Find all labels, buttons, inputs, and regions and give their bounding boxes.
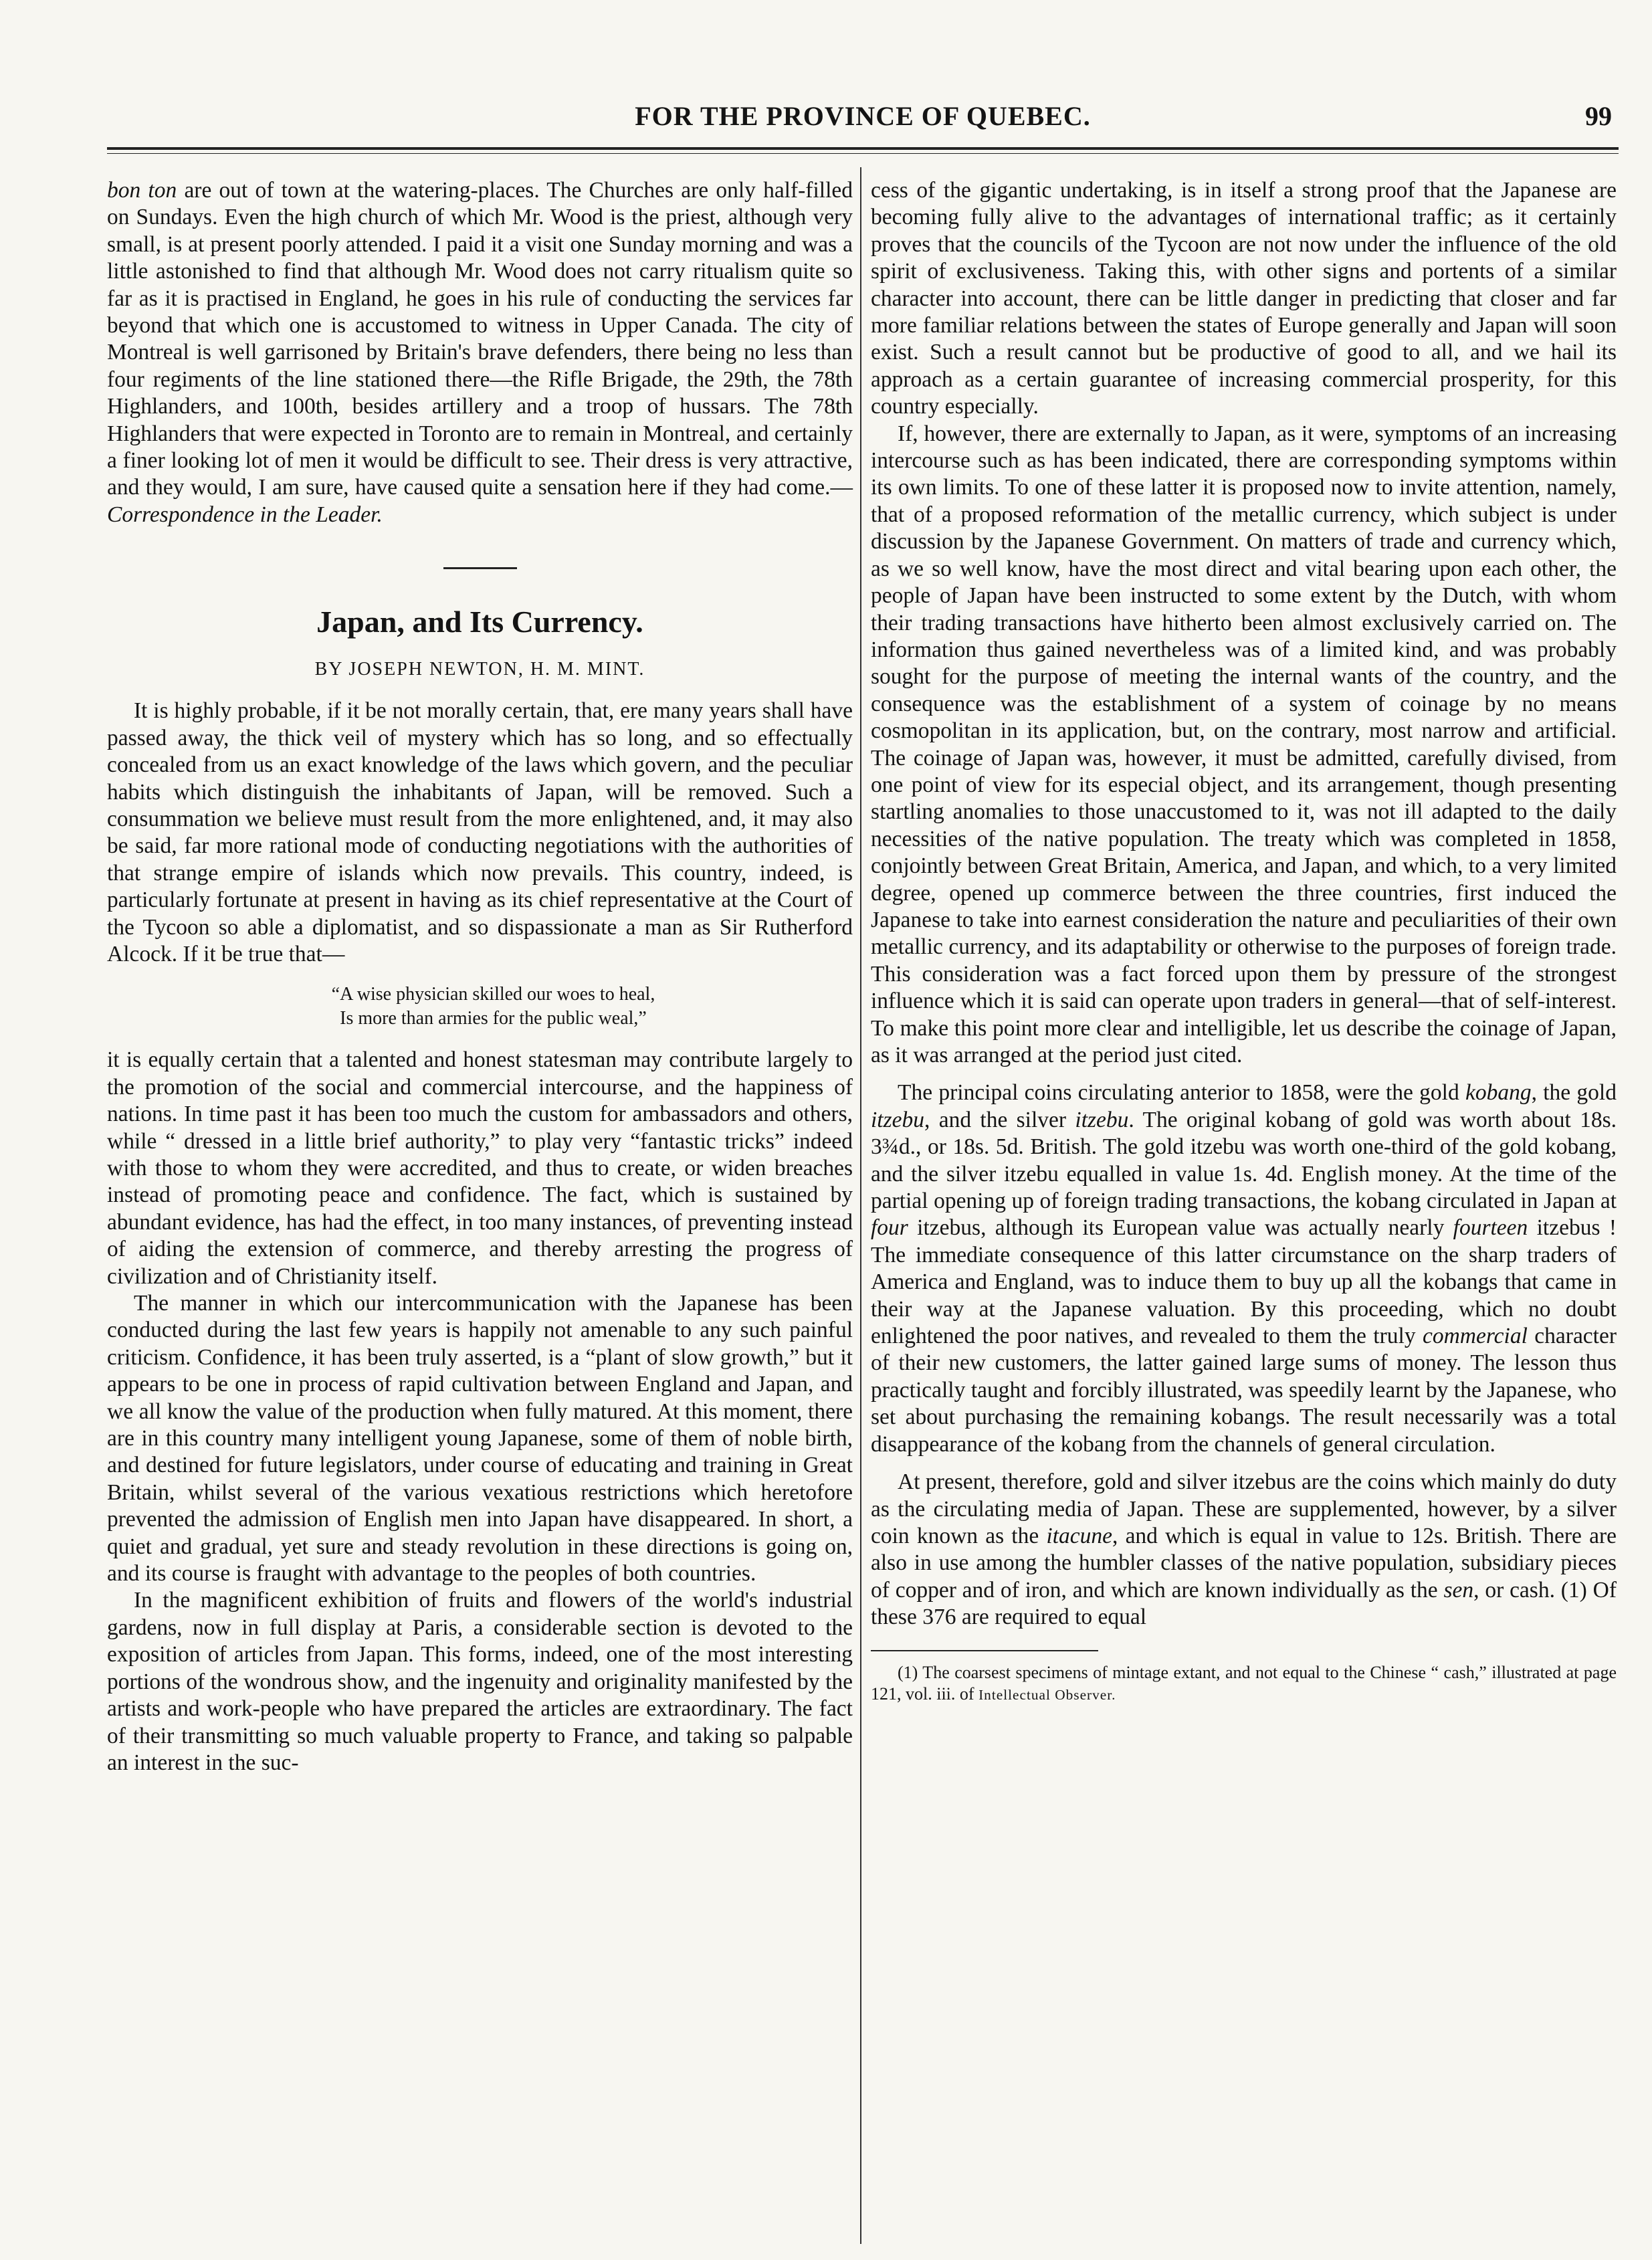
- italic-term-itacune: itacune: [1046, 1523, 1113, 1548]
- footnote-journal: Intellectual Observer.: [978, 1686, 1116, 1703]
- footnote-text: (1) The coarsest specimens of mintage extant, and not equal to the Chinese “ cash,” illustrated at page 121, vol. iii. of: [871, 1662, 1617, 1704]
- article-paragraph-6: If, however, there are externally to Japan, as it were, symptoms of an increasing intercourse such as has been indicated, there are corresponding symptoms within its own limits. To one of these latter it is proposed now to invite attention, namely, that of a proposed reformation of the metallic currency, which subject is under discussion by the Japanese Government. On matters of trade and currency which, as we so well know, have the most direct and vital bearing upon each other, the people of Japan have been instructed to some extent by the Dutch, with whom their trading transactions have hitherto been almost exclusively carried on. The information thus gained nevertheless was of a limited kind, and was probably sought for the purpose of meeting the internal wants of the country, and the consequence was the establishment of a system of coinage by no means cosmopolitan in its application, but, on the contrary, most narrow and artificial. The coinage of Japan was, however, it must be admitted, carefully divised, from one point of view for its especial object, and its arrangement, though presenting startling anomalies to those unaccustomed to it, was not ill adapted to the daily necessities of the native population. The treaty which was completed in 1858, conjointly between Great Britain, America, and Japan, and which, to a very limited degree, opened up commerce between the three countries, first induced the Japanese to take into earnest consideration the nature and peculiarities of their own metallic currency, and its adaptability or otherwise to the purposes of foreign trade. This consideration was a fact forced upon them by pressure of the strongest influence which it is said can operate upon traders in general—that of self-interest. To make this point more clear and intelligible, let us describe the coinage of Japan, as it was arranged at the period just cited.: [871, 421, 1617, 1067]
- opening-paragraph: [107, 177, 853, 528]
- italic-term-itzebu: itzebu: [1075, 1107, 1129, 1132]
- text-run: , or cash. (1) Of these 376 are required to equal: [871, 1577, 1617, 1630]
- article-paragraph-4: In the magnificent exhibition of fruits and flowers of the world's industrial gardens, now in full display at Paris, a considerable section is devoted to the exposition of articles from Japan. This forms, indeed, one of the most interesting portions of the wondrous show, and the ingenuity and originality manifested by the artists and work-people who have prepared the articles are extraordinary. The fact of their transmitting so much valuable property to France, and taking so palpable an interest in the suc-: [107, 1588, 853, 1775]
- footnote: [871, 1662, 1617, 1706]
- byline: BY JOSEPH NEWTON, H. M. MINT.: [314, 659, 645, 680]
- running-title: FOR THE PROVINCE OF QUEBEC.: [635, 101, 1091, 131]
- article-paragraph-3: The manner in which our intercommunication with the Japanese has been conducted during the last few years is happily not amenable to any such painful criticism. Confidence, it has been truly asserted, is a “plant of slow growth,” but it appears to be one in process of rapid cultivation between England and Japan, and we all know the value of the production when fully matured. At this moment, there are in this country many intelligent young Japanese, some of them of noble birth, and destined for future legislators, under course of educating and training in Great Britain, whilst several of the various vexatious restrictions which heretofore prevented the admission of English men into Japan have disappeared. In short, a quiet and gradual, yet sure and steady revolution in these directions is going on, and its course is fraught with advantage to the peoples of both countries.: [107, 1291, 853, 1586]
- italic-term-fourteen: fourteen: [1453, 1215, 1528, 1241]
- header-rule-thin: [107, 153, 1619, 154]
- verse-line-2: Is more than armies for the public weal,”: [340, 1008, 647, 1029]
- article-paragraph-1: It is highly probable, if it be not morally certain, that, ere many years shall have passed away, the thick veil of mystery which has so long, and so effectually concealed from us an exact knowledge of the laws which govern, and the peculiar habits which distinguish the inhabitants of Japan, will be removed. Such a consummation we believe must result from the more enlightened, and, it may also be said, far more rational mode of conducting negotiations with the authorities of that strange empire of islands which now prevails. This country, indeed, is particularly fortunate at present in having as its chief representative at the Court of the Tycoon so able a diplomatist, and so dispassionate a man as Sir Rutherford Alcock. If it be true that—: [107, 698, 853, 966]
- article-paragraph-8: [871, 1469, 1617, 1631]
- right-column: [871, 177, 1617, 1706]
- italic-term-itzebu: itzebu: [871, 1107, 925, 1132]
- italic-term-commercial: commercial: [1422, 1324, 1528, 1349]
- column-divider: [860, 167, 861, 2244]
- text-run: character of their new customers, the latter gained large sums of money. The lesson thus practically taught and forcibly illustrated, was speedily learnt by the Japanese, who set about purchasing the remaining kobangs. The result necessarily was a total disappearance of the kobang from the channels of general circulation.: [871, 1324, 1617, 1457]
- text-run: The principal coins circulating anterior to 1858, were the gold: [898, 1080, 1465, 1106]
- italic-term-four: four: [871, 1215, 908, 1241]
- text-run: . The original kobang of gold was worth about 18s. 3¾d., or 18s. 5d. British. The gold itzebu was worth one-third of the gold kobang, and the silver itzebu equalled in value 1s. 4d. English money. At the time of the partial opening up of foreign trading transactions, the kobang circulated in Japan at: [871, 1107, 1617, 1214]
- left-column: [107, 177, 853, 1776]
- text-run: , and which is equal in value to 12s. British. There are also in use among the humbler classes of the native population, subsidiary pieces of copper and of iron, and which are known individually as the: [871, 1523, 1617, 1603]
- opening-text: are out of town at the watering-places. The Churches are only half-filled on Sundays. Even the high church of which Mr. Wood is the priest, although very small, is at present poorly attended. I paid it a visit one Sunday morning and was a little astonished to find that although Mr. Wood does not carry ritualism quite so far as it is practised in England, he goes in his rule of conducting the services far beyond that which one is accustomed to witness in Upper Canada. The city of Montreal is well garrisoned by Britain's brave defenders, there being no less than four regiments of the line stationed there—the Rifle Brigade, the 29th, the 78th Highlanders, and 100th, besides artillery and a troop of hussars. The 78th Highlanders that were expected in Toronto are to remain in Montreal, and certainly a finer looking lot of men it would be difficult to see. Their dress is very attractive, and they would, I am sure, have caused quite a sensation here if they had come.—: [107, 178, 853, 500]
- opening-source: Correspondence in the Leader.: [107, 502, 383, 527]
- text-run: itzebus, although its European value was actually nearly: [908, 1215, 1453, 1241]
- text-run: , and the silver: [924, 1107, 1075, 1132]
- text-run: At present, therefore, gold and silver itzebus are the coins which mainly do duty as the circulating media of Japan. These are supplemented, however, by a silver coin known as the: [871, 1469, 1617, 1548]
- header-rule-thick: [107, 147, 1619, 150]
- italic-term-sen: sen: [1443, 1577, 1474, 1603]
- text-run: itzebus ! The immediate consequence of this latter circumstance on the sharp traders of America and England, was to induce them to buy up all the kobangs that came in their way at the Japanese valuation. By this proceeding, which no doubt enlightened the poor natives, and revealed to them the truly: [871, 1215, 1617, 1349]
- article-title: Japan, and Its Currency.: [316, 605, 643, 639]
- article-paragraph-5: cess of the gigantic undertaking, is in itself a strong proof that the Japanese are becoming fully alive to the advantages of international traffic; as it certainly proves that the councils of the Tycoon are not now under the influence of the old spirit of exclusiveness. Taking this, with other signs and portents of a similar character into account, there can be little danger in predicting that closer and far more familiar relations between the states of Europe generally and Japan will soon exist. Such a result cannot but be productive of good to all, and we hail its approach as a certain guarantee of increasing commercial prosperity, for this country especially.: [871, 178, 1617, 419]
- verse-quote: [107, 983, 853, 1031]
- section-separator: [443, 567, 517, 569]
- running-head: [107, 100, 1619, 147]
- article-paragraph-7: [871, 1080, 1617, 1458]
- italic-term-kobang: kobang: [1465, 1080, 1532, 1106]
- footnote-rule: [871, 1650, 1098, 1651]
- text-run: , the gold: [1531, 1080, 1617, 1106]
- verse-line-1: “A wise physician skilled our woes to heal,: [331, 984, 655, 1005]
- page-number: 99: [1585, 101, 1612, 131]
- article-paragraph-2: it is equally certain that a talented and honest statesman may contribute largely to the promotion of the social and commercial intercourse, and the happiness of nations. In time past it has been too much the custom for ambassadors and others, while “ dressed in a little brief authority,” to play very “fantastic tricks” indeed with those to whom they were accredited, and thus to create, or widen breaches instead of promoting peace and confidence. The fact, which is sustained by abundant evidence, has had the effect, in too many instances, of preventing instead of aiding the extension of commerce, and thereby arresting the progress of civilization and of Christianity itself.: [107, 1047, 853, 1289]
- opening-italic: bon ton: [107, 178, 177, 203]
